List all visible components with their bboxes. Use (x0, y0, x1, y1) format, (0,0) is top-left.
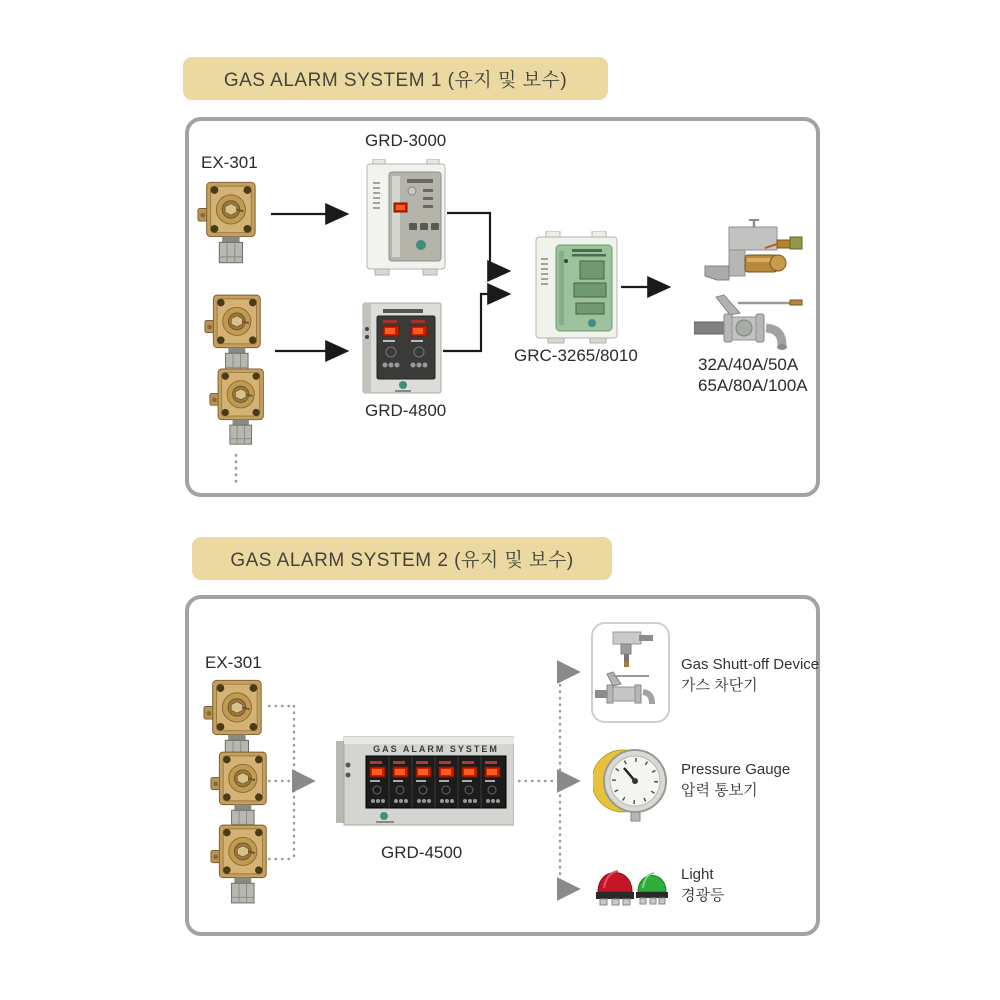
system2-box (185, 595, 820, 936)
shutoff-caption (681, 654, 819, 696)
grd3000-device (365, 159, 447, 277)
grd4500-panel-title: GAS ALARM SYSTEM (373, 744, 499, 754)
shutoff-caption-en: Gas Shutt-off Device (681, 656, 820, 673)
system2-banner-label: GAS ALARM SYSTEM 2 (유지 및 보수) (230, 550, 574, 571)
gas-detector-icon (210, 819, 270, 910)
arrow-grd3000-to-grc (447, 213, 507, 271)
grd4500-label: GRD-4500 (381, 843, 463, 862)
gas-detector-icon (209, 363, 267, 451)
arrow-grd4800-to-grc (443, 294, 507, 351)
warning-lights-icon (594, 852, 668, 910)
grc-label: GRC-3265/8010 (514, 346, 638, 365)
gauge-caption-en: Pressure Gauge (681, 761, 791, 778)
ex301-label-system2: EX-301 (205, 653, 262, 672)
light-caption-en: Light (681, 866, 714, 883)
gauge-caption (681, 759, 790, 801)
system2-banner (192, 537, 612, 580)
grd4800-device (361, 301, 443, 396)
shutoff-valve-icon (697, 218, 804, 293)
grd3000-label: GRD-3000 (365, 131, 447, 150)
valve-size-line2: 65A/80A/100A (698, 376, 808, 395)
pressure-gauge-icon (593, 741, 670, 824)
grd4500-device (336, 735, 514, 827)
gas-shutoff-icon (593, 624, 666, 718)
light-caption-ko: 경광등 (681, 887, 725, 904)
light-caption (681, 864, 724, 906)
grc-device (534, 231, 619, 345)
ex301-label-system1: EX-301 (201, 153, 258, 172)
grd4800-label: GRD-4800 (365, 401, 447, 420)
gas-detector-icon (197, 176, 259, 270)
shutoff-caption-ko: 가스 차단기 (681, 677, 758, 694)
valve-size-labels (698, 354, 808, 396)
valve-size-line1: 32A/40A/50A (698, 355, 799, 374)
system1-banner-label: GAS ALARM SYSTEM 1 (유지 및 보수) (223, 70, 568, 91)
ball-valve-icon (694, 291, 806, 353)
gauge-caption-ko: 압력 통보기 (681, 782, 758, 799)
system1-box (185, 117, 820, 497)
system1-banner (183, 57, 608, 100)
